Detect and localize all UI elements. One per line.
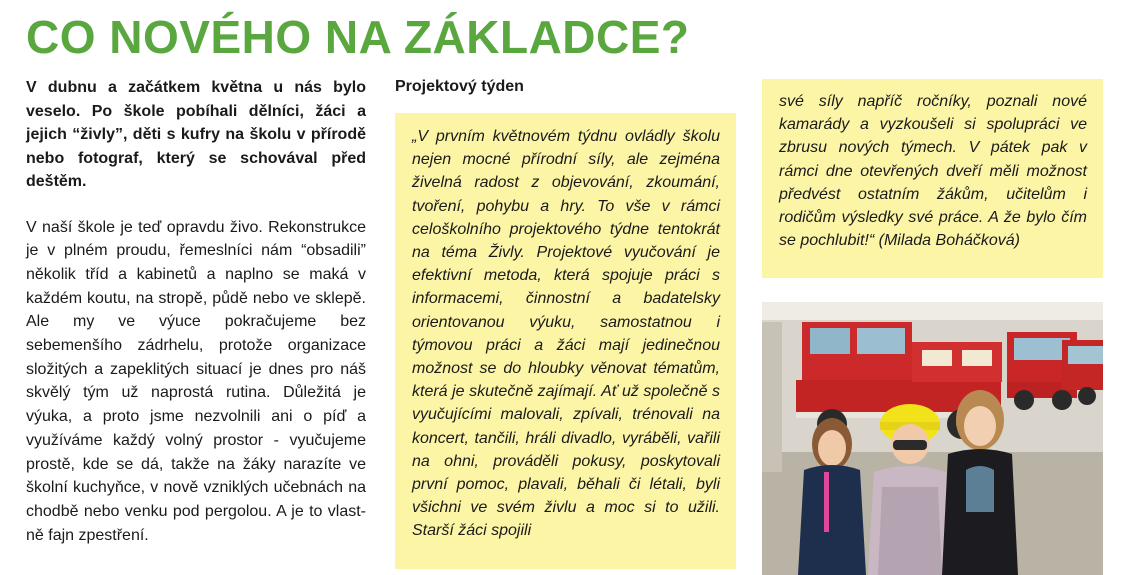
photo-illustration — [762, 302, 1103, 575]
article-column — [26, 76, 366, 547]
child-helmet-icon — [868, 404, 952, 575]
photo-children-fire-station — [762, 302, 1103, 575]
quote-text-part-1: „V prvním květnovém týdnu ovládly školu nejen mocné přírodní síly, ale zejména živelná radost z objevování, zkoumání, tvoření, pohybu a hry. To vše v rámci celoškolního projektového týdne tentokrát na téma Živly. Projektové vyučování je efektivní metoda, která spojuje práci s informacemi, činnostní a badatelsky orientovanou výuku, samostatnou i týmovou práci a žáci mají jedinečnou možnost se do hloubky věnovat tématům, která je skutečně zajímají. Ať už společně s vyučujícími malovali, zpívali, trénovali na koncert, tančili, hráli divadlo, vyráběli, vařili na ohni, prováděli pokusy, poskytovali první pomoc, plavali, běhali či létali, byli všichni ve svém živlu a moc si to užili. Starší žáci spojili — [412, 128, 720, 540]
page-title: CO NOVÉHO NA ZÁKLADCE? — [26, 11, 690, 63]
article-body: V naší škole je teď opravdu živo. Rekonstrukce je v plném proudu, řemeslníci nám “obsadili” několik tříd a kabinetů a naplno se maká v každém koutu, na stropě, půdě nebo ve sklepě. Ale my ve výuce pokračujeme bez sebemenšího zádrhelu, protože organizace složitých a zapeklitých situací je dnes pro náš skvělý tým už naprostá rutina. Důležitá je výuka, a proto jsme nezvolnili ani o píď a využíváme každý volný prostor - vyučujeme prostě, kde se dá, takže na žáky narazíte ve školní kuchyňce, v nově vzniklých učebnách na chodbě nebo venku pod pergolou. A je to vlastně fajn zpestření. — [26, 218, 366, 544]
quote-text-part-2: své síly napříč ročníky, poznali nové kamarády a vyzkoušeli si spolupráci ve zbrusu nových týmech. V pátek pak v rámci dne otevřených dveří měli možnost předvést ostatním žákům, učitelům i rodičům výsledky své práce. A že bylo čím se pochlubit!“ (Milada Boháčková) — [779, 93, 1087, 250]
article-lead: V dubnu a začátkem května u nás bylo veselo. Po škole pobíhali dělníci, žáci a jejich “živly”, děti s kufry na školu v přírodě nebo fotograf, který se schovával před deštěm. — [26, 79, 366, 190]
quote-box — [395, 113, 736, 569]
section-heading-project-week: Projektový týden — [395, 78, 524, 95]
quote-box-continued — [762, 79, 1103, 278]
